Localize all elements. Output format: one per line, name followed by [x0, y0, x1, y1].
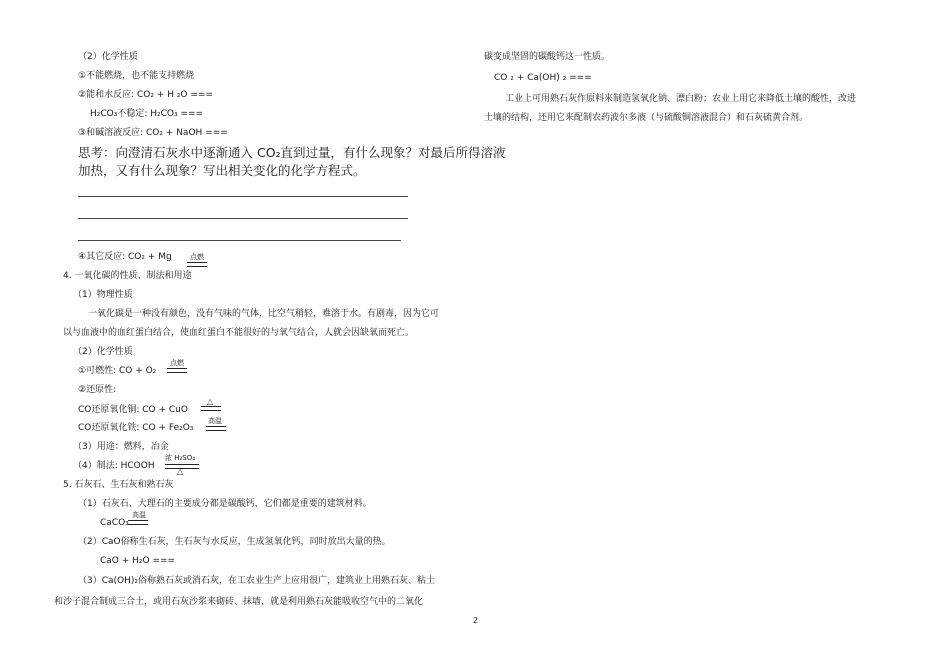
section-heading-limestone: 5. 石灰石、生石灰和熟石灰	[63, 480, 174, 490]
paragraph-line: 碳变成坚固的碳酸钙这一性质。	[484, 52, 611, 62]
reaction-condition-label: 浓 H₂SO₄	[165, 454, 196, 462]
section-heading-carbon-monoxide: 4. 一氧化碳的性质、制法和用途	[63, 271, 192, 281]
paragraph-line: 和沙子混合制成三合土，或用石灰沙浆来砌砖、抹墙，就是利用熟石灰能吸收空气中的二氧化	[54, 597, 424, 607]
page-number: 2	[473, 616, 479, 625]
reaction-equals-sign	[201, 406, 221, 411]
paragraph-line: 工业上可用熟石灰作原料来制造氢氧化钠、漂白粉；农业上用它来降低土壤的酸性，改进	[505, 94, 857, 104]
equation-line: CO ₂ + Ca(OH) ₂ ===	[494, 73, 592, 83]
equation-line: ②能和水反应: CO₂ + H ₂O ===	[78, 90, 214, 100]
equation-line: CO还原氧化铁: CO + Fe₂O₃	[78, 423, 194, 433]
section-heading-chemical-properties: （2）化学性质	[78, 52, 138, 62]
text-line: ①不能燃烧，也不能支持燃烧	[78, 71, 195, 81]
answer-blank-line	[78, 196, 408, 197]
reaction-equals-sign	[187, 262, 207, 267]
equation-line: ④其它反应: CO₂ + Mg	[78, 252, 172, 262]
heat-triangle-icon: △	[207, 397, 214, 406]
reaction-condition-label: 高温	[208, 417, 222, 425]
reaction-equals-sign	[206, 426, 226, 431]
reaction-equals-sign	[167, 368, 187, 373]
paragraph-line: （1）石灰石、大理石的主要成分都是碳酸钙，它们都是重要的建筑材料。	[78, 499, 372, 509]
reaction-condition-label: 点燃	[190, 253, 204, 261]
equation-line: CaCO₃	[100, 518, 129, 528]
paragraph-line: 一氧化碳是一种没有颜色，没有气味的气体，比空气稍轻，难溶于水。有剧毒，因为它可	[88, 309, 440, 319]
text-line: ②还原性:	[78, 385, 117, 395]
equation-line: ③和碱溶液反应: CO₂ + NaOH ===	[78, 128, 228, 138]
heat-triangle-icon: △	[177, 467, 184, 476]
paragraph-line: 以与血液中的血红蛋白结合，使血红蛋白不能很好的与氧气结合，人就会因缺氧而死亡。	[63, 328, 415, 338]
reaction-condition-label: 点燃	[170, 359, 184, 367]
reaction-equals-sign	[128, 520, 148, 525]
paragraph-line: 土壤的结构，还用它来配制农药波尔多液（与硫酸铜溶液混合）和石灰硫黄合剂。	[484, 113, 809, 123]
equation-line: H₂CO₃不稳定: H₂CO₃ ===	[90, 109, 204, 119]
text-line: （3）用途：燃料，冶金	[73, 442, 169, 452]
subheading-physical-properties: （1）物理性质	[73, 290, 133, 300]
answer-blank-line	[78, 240, 401, 241]
reaction-condition-label: 高温	[132, 511, 146, 519]
think-question-line-1: 思考：向澄清石灰水中逐渐通入 CO₂直到过量，有什么现象？对最后所得溶液	[78, 145, 506, 160]
equation-line: CO还原氧化铜: CO + CuO	[78, 405, 188, 415]
answer-blank-line	[78, 218, 408, 219]
equation-line: CaO + H₂O ===	[100, 556, 176, 566]
equation-line: （4）制法: HCOOH	[73, 461, 155, 471]
paragraph-line: （2）CaO俗称生石灰，生石灰与水反应，生成氢氧化钙，同时放出大量的热。	[78, 537, 391, 547]
equation-line: ①可燃性: CO + O₂	[78, 366, 157, 376]
paragraph-line: （3）Ca(OH)₂俗称熟石灰或消石灰，在工农业生产上应用很广，建筑业上用熟石灰、粘土	[78, 576, 436, 586]
think-question-line-2: 加热，又有什么现象？写出相关变化的化学方程式。	[78, 163, 366, 178]
subheading-chemical-properties: （2）化学性质	[73, 347, 133, 357]
